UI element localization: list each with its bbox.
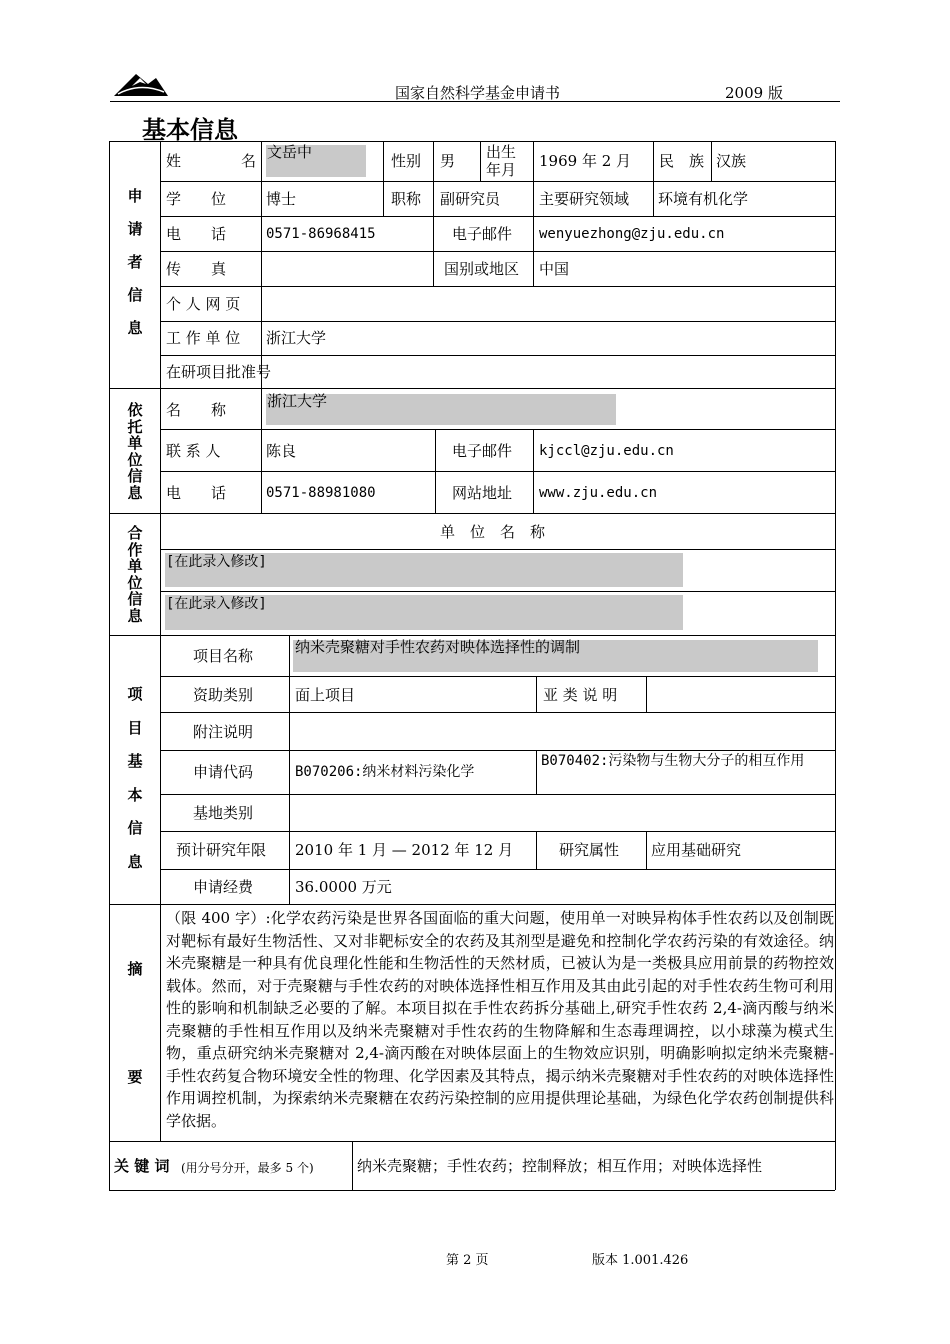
abstract-prefix: （限 400 字）:	[166, 909, 271, 927]
fax-label: 传 真	[166, 260, 227, 278]
budget-value[interactable]: 36.0000 万元	[295, 878, 392, 896]
host-email-value[interactable]: kjccl@zju.edu.cn	[539, 443, 674, 459]
birth-value[interactable]: 1969 年 2 月	[539, 152, 632, 170]
degree-value[interactable]: 博士	[266, 190, 297, 208]
country-value[interactable]: 中国	[539, 260, 570, 278]
phone-label: 电 话	[166, 225, 227, 243]
footer-version: 版本 1.001.426	[592, 1253, 689, 1268]
project-group-label: 项 目 基 本 信 息	[127, 685, 143, 871]
budget-label: 申请经费	[193, 878, 254, 896]
code-label: 申请代码	[193, 763, 254, 781]
country-label: 国别或地区	[444, 260, 520, 278]
employer-label: 工 作 单 位	[166, 329, 241, 347]
host-website-label: 网站地址	[452, 484, 513, 502]
partner-row-2[interactable]: [在此录入修改]	[166, 596, 267, 612]
project-name-value[interactable]: 纳米壳聚糖对手性农药对映体选择性的调制	[295, 638, 581, 656]
period-value[interactable]: 2010 年 1 月 — 2012 年 12 月	[295, 841, 514, 859]
birth-label: 出生年月	[486, 143, 517, 179]
base-label: 基地类别	[193, 804, 254, 822]
partner-row-1[interactable]: [在此录入修改]	[166, 554, 267, 570]
homepage-label: 个 人 网 页	[166, 295, 241, 313]
subclass-label: 亚 类 说 明	[543, 686, 618, 704]
note-label: 附注说明	[193, 723, 254, 741]
degree-label: 学 位	[166, 190, 227, 208]
gender-label: 性别	[391, 152, 422, 170]
host-name-label: 名 称	[166, 401, 227, 419]
host-email-label: 电子邮件	[452, 442, 513, 460]
abstract-label-1: 摘	[127, 960, 143, 978]
host-phone-label: 电 话	[166, 484, 227, 502]
code-1-value[interactable]: B070206:纳米材料污染化学	[295, 764, 475, 780]
keywords-hint: (用分号分开，最多 5 个)	[181, 1161, 314, 1175]
gender-value[interactable]: 男	[440, 152, 456, 170]
title-label: 职称	[391, 190, 422, 208]
applicant-group-label: 申 请 者 信 息	[127, 187, 143, 337]
ethnic-label: 民 族	[659, 152, 705, 170]
title-value[interactable]: 副研究员	[440, 190, 501, 208]
funding-value[interactable]: 面上项目	[295, 686, 356, 704]
code-2-value[interactable]: B070402:污染物与生物大分子的相互作用	[541, 753, 805, 769]
funding-label: 资助类别	[193, 686, 254, 704]
email-label: 电子邮件	[452, 225, 513, 243]
footer-page: 第 2 页	[446, 1253, 489, 1268]
abstract-label-2: 要	[127, 1068, 143, 1086]
partner-header: 单 位 名 称	[440, 523, 546, 541]
keywords-label: 关 键 词	[114, 1157, 170, 1175]
abstract-text[interactable]	[166, 907, 834, 1132]
email-value[interactable]: wenyuezhong@zju.edu.cn	[539, 226, 725, 242]
keywords-value[interactable]: 纳米壳聚糖；手性农药；控制释放；相互作用；对映体选择性	[357, 1157, 763, 1175]
attr-value[interactable]: 应用基础研究	[651, 841, 742, 859]
field-label: 主要研究领域	[539, 190, 630, 208]
abstract-body: 化学农药污染是世界各国面临的重大问题，使用单一对映异构体手性农药以及创制既对靶标有最好生物活性、又对非靶标安全的农药及其剂型是避免和控制化学农药污染的有效途径。纳米壳聚糖是一种具有优良理化性能和生物活性的天然材质，已被认为是一类极具应用前景的药物控效载体。然而，对于壳聚糖与手性农药的对映体选择性相互作用及其由此引起的对手性农药生物可利用性的影响和机制缺乏必要的了解。本项目拟在手性农药拆分基础上,研究手性农药 2,4-滴丙酸与纳米壳聚糖的手性相互作用以及纳米壳聚糖对手性农药的生物降解和生态毒理调控，以小球藻为模式生物，重点研究纳米壳聚糖对 2,4-滴丙酸在对映体层面上的生物效应识别，明确影响拟定纳米壳聚糖-手性农药复合物环境安全性的物理、化学因素及其特点，揭示纳米壳聚糖对手性农药的对映体选择性作用调控机制，为探索纳米壳聚糖在农药污染控制的应用提供理论基础，为绿色化学农药创制提供科学依据。	[166, 909, 834, 1130]
applicant-name[interactable]: 文岳中	[267, 143, 313, 161]
name-label: 姓 名	[166, 152, 256, 170]
header-rule	[110, 101, 840, 102]
period-label: 预计研究年限	[176, 841, 267, 859]
attr-label: 研究属性	[559, 841, 620, 859]
phone-value[interactable]: 0571-86968415	[266, 226, 376, 242]
nsfc-logo	[112, 68, 170, 98]
partner-group-label: 合 作 单 位 信 息	[127, 524, 143, 625]
header-version: 2009 版	[725, 84, 783, 102]
header-title: 国家自然科学基金申请书	[395, 84, 561, 102]
employer-value[interactable]: 浙江大学	[266, 329, 327, 347]
host-contact-value[interactable]: 陈良	[266, 442, 297, 460]
host-name-value[interactable]: 浙江大学	[267, 392, 328, 410]
section-title: 基本信息	[142, 116, 238, 144]
ethnic-value[interactable]: 汉族	[716, 152, 747, 170]
host-phone-value[interactable]: 0571-88981080	[266, 485, 376, 501]
host-group-label: 依 托 单 位 信 息	[127, 401, 143, 502]
projects-label: 在研项目批准号	[166, 363, 272, 381]
field-value[interactable]: 环境有机化学	[658, 190, 749, 208]
host-contact-label: 联 系 人	[166, 442, 221, 460]
project-name-label: 项目名称	[193, 647, 254, 665]
host-website-value[interactable]: www.zju.edu.cn	[539, 485, 658, 501]
